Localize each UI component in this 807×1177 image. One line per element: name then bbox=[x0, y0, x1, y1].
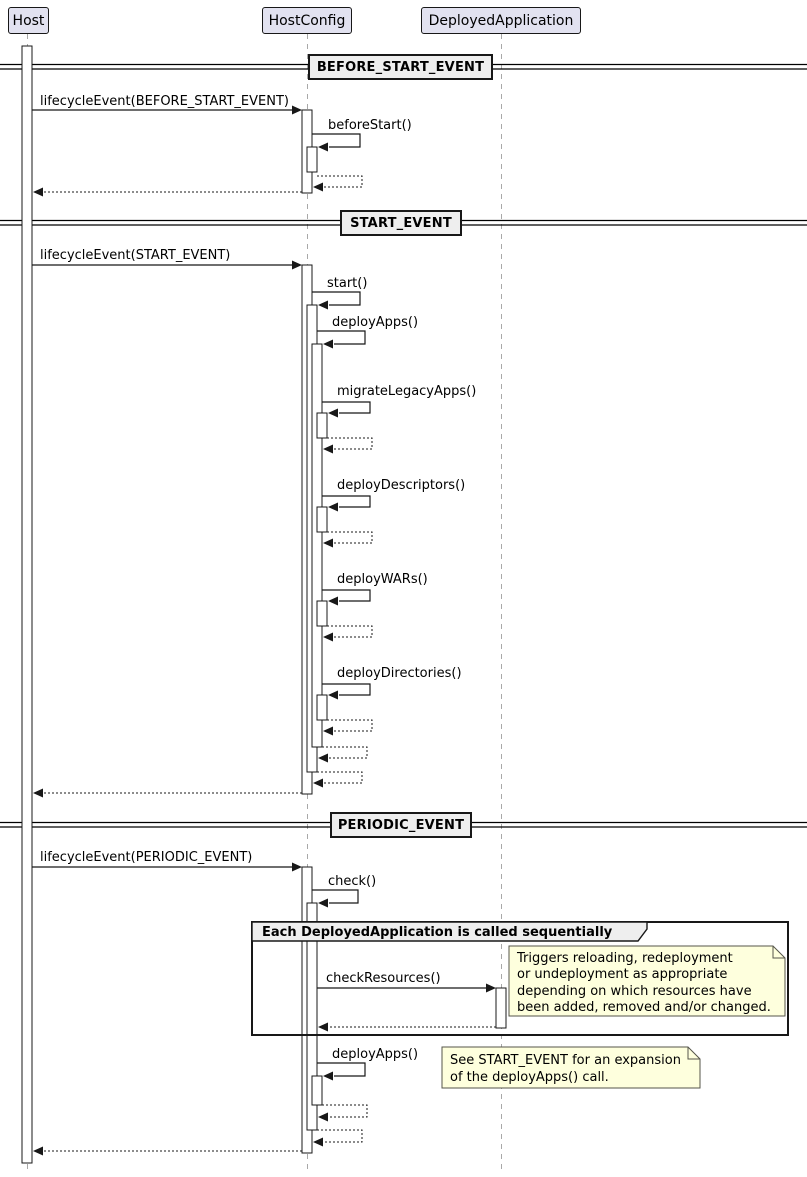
message-lifecycle-start bbox=[32, 248, 302, 270]
self-return-deploy-directories bbox=[323, 720, 372, 736]
return-to-host-start bbox=[33, 789, 302, 798]
self-return-deploy-apps-periodic bbox=[318, 1105, 367, 1122]
svg-text:start(): start() bbox=[327, 276, 368, 291]
svg-text:or undeployment as appropriate: or undeployment as appropriate bbox=[517, 967, 728, 982]
self-return-migrate-legacy-apps bbox=[323, 438, 372, 454]
svg-text:checkResources(): checkResources() bbox=[326, 971, 441, 986]
svg-text:Triggers reloading, redeployme: Triggers reloading, redeployment bbox=[517, 951, 733, 966]
activation-deploy-descriptors bbox=[317, 507, 327, 532]
message-lifecycle-periodic bbox=[32, 850, 302, 872]
svg-text:deployWARs(): deployWARs() bbox=[337, 572, 428, 587]
self-return-deploy-apps-start bbox=[318, 747, 367, 763]
participant-deployedapplication-label: DeployedApplication bbox=[428, 12, 574, 29]
self-return-deploy-wars bbox=[323, 626, 372, 642]
self-message-start bbox=[312, 276, 367, 310]
activation-hostconfig-start-l3 bbox=[312, 344, 322, 747]
activation-deploy-wars bbox=[317, 601, 327, 626]
divider-before-start-event-label: BEFORE_START_EVENT bbox=[316, 59, 485, 75]
self-message-deploy-apps-periodic bbox=[317, 1047, 418, 1081]
activation-deploy-directories bbox=[317, 695, 327, 720]
self-return-start bbox=[313, 772, 362, 788]
svg-text:See START_EVENT for an expansi: See START_EVENT for an expansion bbox=[450, 1053, 681, 1068]
activation-hostconfig-before-l2 bbox=[307, 147, 317, 172]
divider-start-event-label: START_EVENT bbox=[350, 215, 452, 231]
svg-text:lifecycleEvent(START_EVENT): lifecycleEvent(START_EVENT) bbox=[40, 248, 231, 263]
participant-hostconfig bbox=[262, 7, 352, 34]
participant-hostconfig-label: HostConfig bbox=[268, 12, 346, 29]
activation-host bbox=[22, 46, 32, 1163]
return-to-host-before bbox=[33, 188, 302, 197]
self-return-before-start bbox=[313, 176, 362, 192]
svg-text:check(): check() bbox=[328, 874, 377, 889]
self-message-deploy-descriptors bbox=[322, 478, 465, 512]
svg-text:deployApps(): deployApps() bbox=[332, 315, 419, 330]
participant-host bbox=[8, 7, 49, 34]
svg-text:deployDirectories(): deployDirectories() bbox=[337, 666, 462, 681]
svg-text:been added, removed and/or cha: been added, removed and/or changed. bbox=[517, 1000, 771, 1015]
svg-text:deployDescriptors(): deployDescriptors() bbox=[337, 478, 466, 493]
group-title: Each DeployedApplication is called sequentially bbox=[262, 925, 613, 940]
divider-start-event bbox=[340, 210, 462, 236]
activation-deployedapplication bbox=[496, 988, 506, 1028]
self-return-check bbox=[313, 1130, 362, 1147]
message-check-resources bbox=[317, 971, 496, 993]
divider-periodic-event bbox=[330, 812, 472, 838]
svg-text:depending on which resources h: depending on which resources have bbox=[517, 984, 752, 999]
activation-migrate-legacy-apps bbox=[317, 413, 327, 438]
message-lifecycle-before-start bbox=[32, 94, 302, 115]
svg-text:deployApps(): deployApps() bbox=[332, 1047, 419, 1062]
svg-text:lifecycleEvent(BEFORE_START_EV: lifecycleEvent(BEFORE_START_EVENT) bbox=[40, 94, 289, 109]
return-check-resources bbox=[318, 1023, 496, 1032]
self-message-migrate-legacy-apps bbox=[322, 384, 476, 418]
self-message-deploy-wars bbox=[322, 572, 428, 606]
self-return-deploy-descriptors bbox=[323, 532, 372, 548]
participant-host-label: Host bbox=[12, 12, 45, 29]
self-message-deploy-directories bbox=[322, 666, 462, 700]
svg-text:lifecycleEvent(PERIODIC_EVENT): lifecycleEvent(PERIODIC_EVENT) bbox=[40, 850, 253, 865]
note-check-resources bbox=[509, 946, 785, 1016]
activation-hostconfig-periodic-l3 bbox=[312, 1076, 322, 1105]
svg-text:of the deployApps() call.: of the deployApps() call. bbox=[450, 1070, 609, 1085]
participant-deployedapplication bbox=[421, 7, 581, 34]
self-message-deploy-apps-start bbox=[317, 315, 418, 349]
self-message-check bbox=[312, 874, 376, 908]
return-to-host-periodic bbox=[33, 1147, 302, 1156]
divider-before-start-event bbox=[308, 54, 493, 80]
divider-periodic-event-label: PERIODIC_EVENT bbox=[337, 817, 465, 833]
svg-text:migrateLegacyApps(): migrateLegacyApps() bbox=[337, 384, 477, 399]
svg-text:beforeStart(): beforeStart() bbox=[328, 118, 412, 133]
note-deploy-apps bbox=[442, 1047, 700, 1088]
self-message-before-start bbox=[312, 118, 412, 152]
